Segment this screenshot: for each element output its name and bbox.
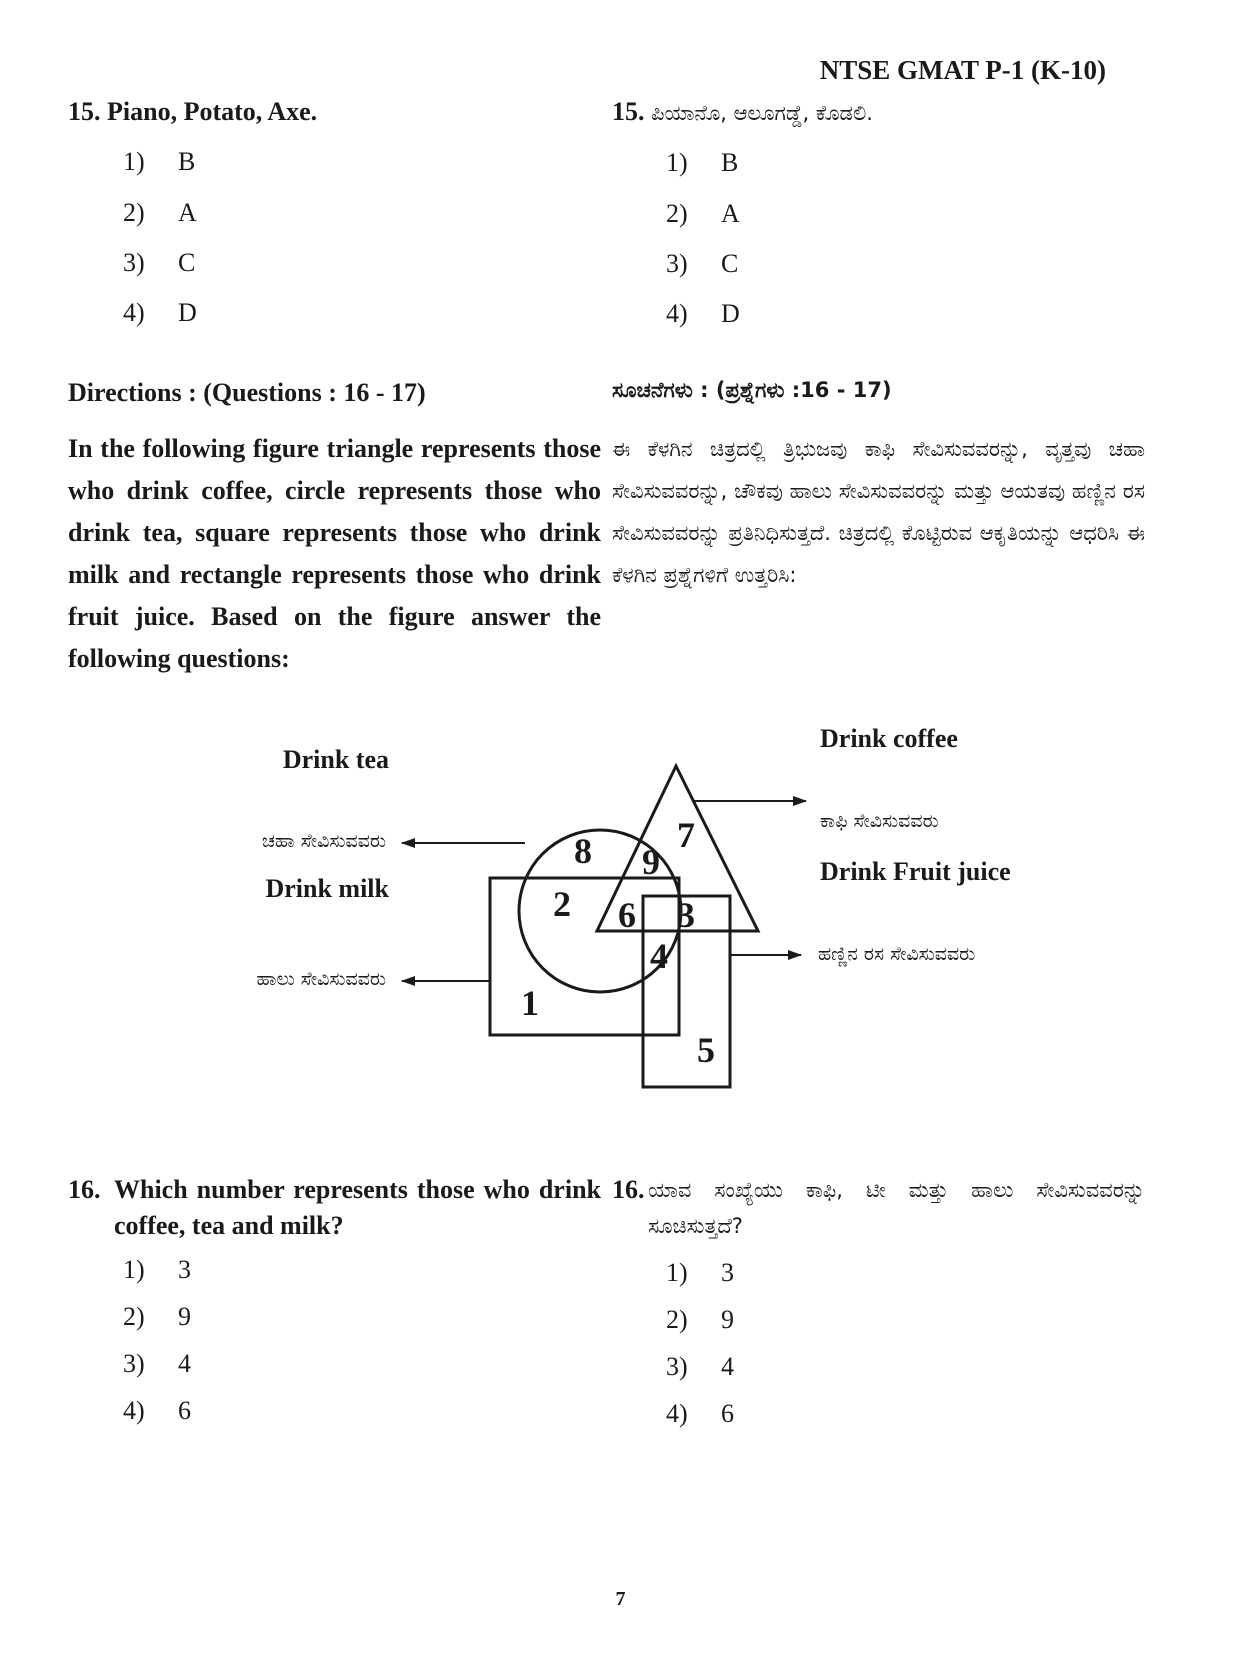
option-value: D — [721, 299, 740, 328]
option-value: A — [178, 198, 197, 227]
q16-en-text: Which number represents those who drink coffee, tea and milk? — [114, 1175, 601, 1240]
directions-kn-text: ಈ ಕೆಳಗಿನ ಚಿತ್ರದಲ್ಲಿ ತ್ರಿಭುಜವು ಕಾಫಿ ಸೇವಿಸುವವರನ್ನು, ವೃತ್ತವು ಚಹಾ ಸೇವಿಸುವವರನ್ನು, ಚೌಕವು ಹಾಲು ಸೇವಿಸುವವರನ್ನು ಮತ್ತು ಆಯತವು ಹಣ್ಣಿನ ರಸ ಸೇವಿಸುವವರನ್ನು ಪ್ರತಿನಿಧಿಸುತ್ತದೆ. ಚಿತ್ರದಲ್ಲಿ ಕೊಟ್ಟಿರುವ ಆಕೃತಿಯನ್ನು ಆಧರಿಸಿ ಈ ಕೆಳಗಿನ ಪ್ರಶ್ನೆಗಳಿಗೆ ಉತ್ತರಿಸಿ: — [612, 437, 1145, 587]
option-value: C — [721, 249, 739, 278]
region-label-1: 1 — [521, 983, 539, 1023]
directions-en-title: Directions : (Questions : 16 - 17) — [68, 378, 426, 407]
q16-kn-option-1[interactable] — [666, 1258, 734, 1288]
region-label-9: 9 — [642, 842, 660, 882]
directions-kn-title: ಸೂಚನೆಗಳು : (ಪ್ರಶ್ನೆಗಳು :16 - 17) — [612, 378, 892, 402]
q16-kn-text: ಯಾವ ಸಂಖ್ಯೆಯು ಕಾಫಿ, ಟೀ ಮತ್ತು ಹಾಲು ಸೇವಿಸುವವರನ್ನು ಸೂಚಿಸುತ್ತದೆ? — [648, 1178, 1145, 1238]
option-number: 4) — [123, 298, 145, 327]
option-number: 2) — [666, 1305, 688, 1334]
region-label-6: 6 — [618, 895, 636, 935]
region-label-4: 4 — [650, 936, 668, 976]
q15-en-number: 15. — [68, 97, 101, 126]
option-number: 1) — [123, 147, 145, 176]
q15-kn-text: ಪಿಯಾನೊ, ಆಲೂಗಡ್ಡೆ, ಕೊಡಲಿ. — [651, 101, 873, 125]
option-value: 6 — [178, 1396, 191, 1425]
option-number: 3) — [666, 1352, 688, 1381]
label-drink-coffee-kn: ಕಾಫಿ ಸೇವಿಸುವವರು — [820, 810, 939, 832]
option-value: 4 — [178, 1349, 191, 1378]
option-value: C — [178, 248, 196, 277]
option-number: 2) — [666, 199, 688, 228]
option-value: 9 — [178, 1302, 191, 1331]
option-number: 4) — [666, 299, 688, 328]
option-number: 4) — [666, 1399, 688, 1428]
option-number: 3) — [666, 249, 688, 278]
q16-en-number: 16. — [68, 1175, 101, 1204]
option-number: 3) — [123, 248, 145, 277]
q16-en-question — [68, 1172, 601, 1244]
label-drink-coffee-en: Drink coffee — [820, 724, 958, 753]
page-number: 7 — [615, 1588, 626, 1610]
label-drink-tea-en: Drink tea — [282, 745, 389, 774]
option-value: 3 — [178, 1255, 191, 1284]
region-label-3: 3 — [677, 895, 695, 935]
q16-en-option-3[interactable] — [123, 1349, 191, 1379]
option-value: B — [721, 148, 739, 177]
option-number: 1) — [123, 1255, 145, 1284]
label-drink-juice-en: Drink Fruit juice — [820, 857, 1011, 886]
option-number: 1) — [666, 1258, 688, 1287]
q16-kn-question — [612, 1172, 1145, 1244]
option-value: 9 — [721, 1305, 734, 1334]
label-drink-milk-kn: ಹಾಲು ಸೇವಿಸುವವರು — [256, 968, 386, 990]
directions-en-text: In the following figure triangle represents those who drink coffee, circle represents those who drink tea, square represents those who drink milk and rectangle represents those who drink fruit juice. Based on the figure answer the following questions: — [68, 434, 601, 673]
region-label-5: 5 — [697, 1030, 715, 1070]
option-number: 3) — [123, 1349, 145, 1378]
region-label-2: 2 — [553, 884, 571, 924]
q16-kn-option-2[interactable] — [666, 1305, 734, 1335]
q16-kn-number: 16. — [612, 1175, 645, 1204]
option-number: 4) — [123, 1396, 145, 1425]
q16-kn-option-3[interactable] — [666, 1352, 734, 1382]
region-label-8: 8 — [574, 831, 592, 871]
q16-en-option-1[interactable] — [123, 1255, 191, 1285]
option-number: 2) — [123, 1302, 145, 1331]
q15-en-text: Piano, Potato, Axe. — [107, 97, 318, 126]
option-value: B — [178, 147, 196, 176]
page-header-title: NTSE GMAT P-1 (K-10) — [819, 55, 1106, 85]
option-number: 2) — [123, 198, 145, 227]
q16-en-option-2[interactable] — [123, 1302, 191, 1332]
q16-en-option-4[interactable] — [123, 1396, 191, 1426]
q16-kn-option-4[interactable] — [666, 1399, 734, 1429]
region-label-7: 7 — [677, 815, 695, 855]
option-value: 6 — [721, 1399, 734, 1428]
option-value: A — [721, 199, 740, 228]
label-drink-milk-en: Drink milk — [265, 874, 389, 903]
option-value: 4 — [721, 1352, 734, 1381]
label-drink-juice-kn: ಹಣ್ಣಿನ ರಸ ಸೇವಿಸುವವರು — [818, 943, 976, 965]
label-drink-tea-kn: ಚಹಾ ಸೇವಿಸುವವರು — [261, 830, 386, 852]
option-number: 1) — [666, 148, 688, 177]
option-value: D — [178, 298, 197, 327]
option-value: 3 — [721, 1258, 734, 1287]
q15-kn-number: 15. — [612, 97, 645, 126]
